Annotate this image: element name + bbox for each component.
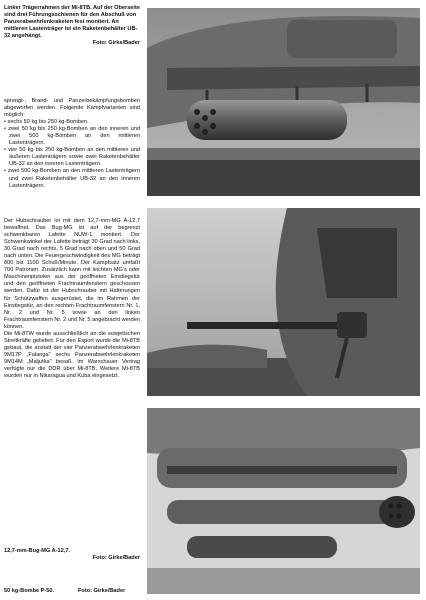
caption-bomb-credit: Foto: Girke/Bader — [78, 588, 126, 594]
caption-bomb-text: 50 kg-Bombe P-50. — [4, 588, 55, 594]
armament-body-text — [4, 218, 140, 380]
armament-paragraph-mg: Der Hubschrauber ist mit dem 12,7-mm-MG A-12,7 bewaffnet. Das Bug-MG ist auf der begrenzt schwenkbaren Lafette NUW-1 montiert. Der Schwenkwinkel der Lafette beträgt 30 Grad nach links, 30 Grad nach rechts, 5 Grad nach oben und 50 Grad nach unten. Die Feuergeschwindigkeit des MG beträgt 800 bis 1100 Schuß/Minute. Der Kampfsatz umfaßt 700 Patronen. Zusätzlich kann mit leichten MG's oder Maschinenpistolen aus der geöffneten Einstiegstür und den geöffneten Frachtraumfenstern geschossen werden. Dafür ist der Hubschrauber mit Halterungen für Schützwaffen ausgerüstet, die im Rahmen der Einstiegstür, an den rechten Frachtraumfenstern Nr. 1, Nr. 2 und Nr. 5 sowie an den linken Frachtraumfenstern Nr. 2 und Nr. 5 angebracht werden können. — [4, 218, 140, 330]
variant-item: • sechs 50 kg bis 250 kg-Bomben. — [4, 119, 140, 126]
combat-variants-list — [4, 119, 140, 189]
variant-item: • vier 50 kg bis 250 kg-Bomben an den mittleren und äußeren Lastenträgern sowie zwei Raketenbehälter UB-32 an den inneren Lastenträgern. — [4, 147, 140, 168]
caption-weapon-pylon-credit: Foto: Girke/Bader — [92, 40, 140, 47]
caption-bow-mg-credit: Foto: Girke/Bader — [92, 555, 140, 562]
caption-weapon-pylon-text: Linker Trägerrahmen der Mi-8TB. Auf der Oberseite sind drei Führungsschienen für den Abschuß von Panzerabwehrlenkraketen fest montiert. An mittleren Lastenträger ist ein Raketenbehälter UB-32 angehängt. — [4, 5, 140, 40]
photo-bow-machine-gun — [147, 208, 420, 396]
caption-bow-mg — [4, 548, 140, 562]
variant-item: • zwei 50 kg bis 250 kg-Bomben an den inneren und zwei 500 kg-Bomben an den mittleren Lastenträgern. — [4, 126, 140, 147]
caption-bow-mg-text: 12,7-mm-Bug-MG A-12,7. — [4, 548, 70, 554]
variant-item: • zwei 500 kg-Bomben an den mittleren Lastenträgern und zwei Raketenbehälter UB-32 an den inneren Lastenträgern. — [4, 168, 140, 189]
armament-paragraph-export: Die Mi-8TW wurde ausschließlich an die sowjetischen Streitkräfte geliefert. Für den Export wurde die Mi-8TB gebaut, die anstatt der vier Panzerabwehrlenkraketen 9M17P „Falanga" sechs Panzerabwehrlenkraketen 9M14M „Maljutka" besaß. Im Warschauer Vertrag verfügte nur die DDR über Mi-8TB. Weitere Mi-8TB wurden nur in Nikaragua und Kuba eingesetzt. — [4, 330, 140, 380]
combat-variants-section — [4, 98, 140, 190]
photo-bomb-p50 — [147, 408, 420, 594]
caption-weapon-pylon — [4, 5, 140, 47]
combat-variants-intro: sprengt-, Brand- und Panzerbekämpfungsbomben abgeworfen werden. Folgende Kampfvarianten sind möglich: — [4, 98, 140, 119]
photo-rocket-pod-pylon — [147, 8, 420, 196]
